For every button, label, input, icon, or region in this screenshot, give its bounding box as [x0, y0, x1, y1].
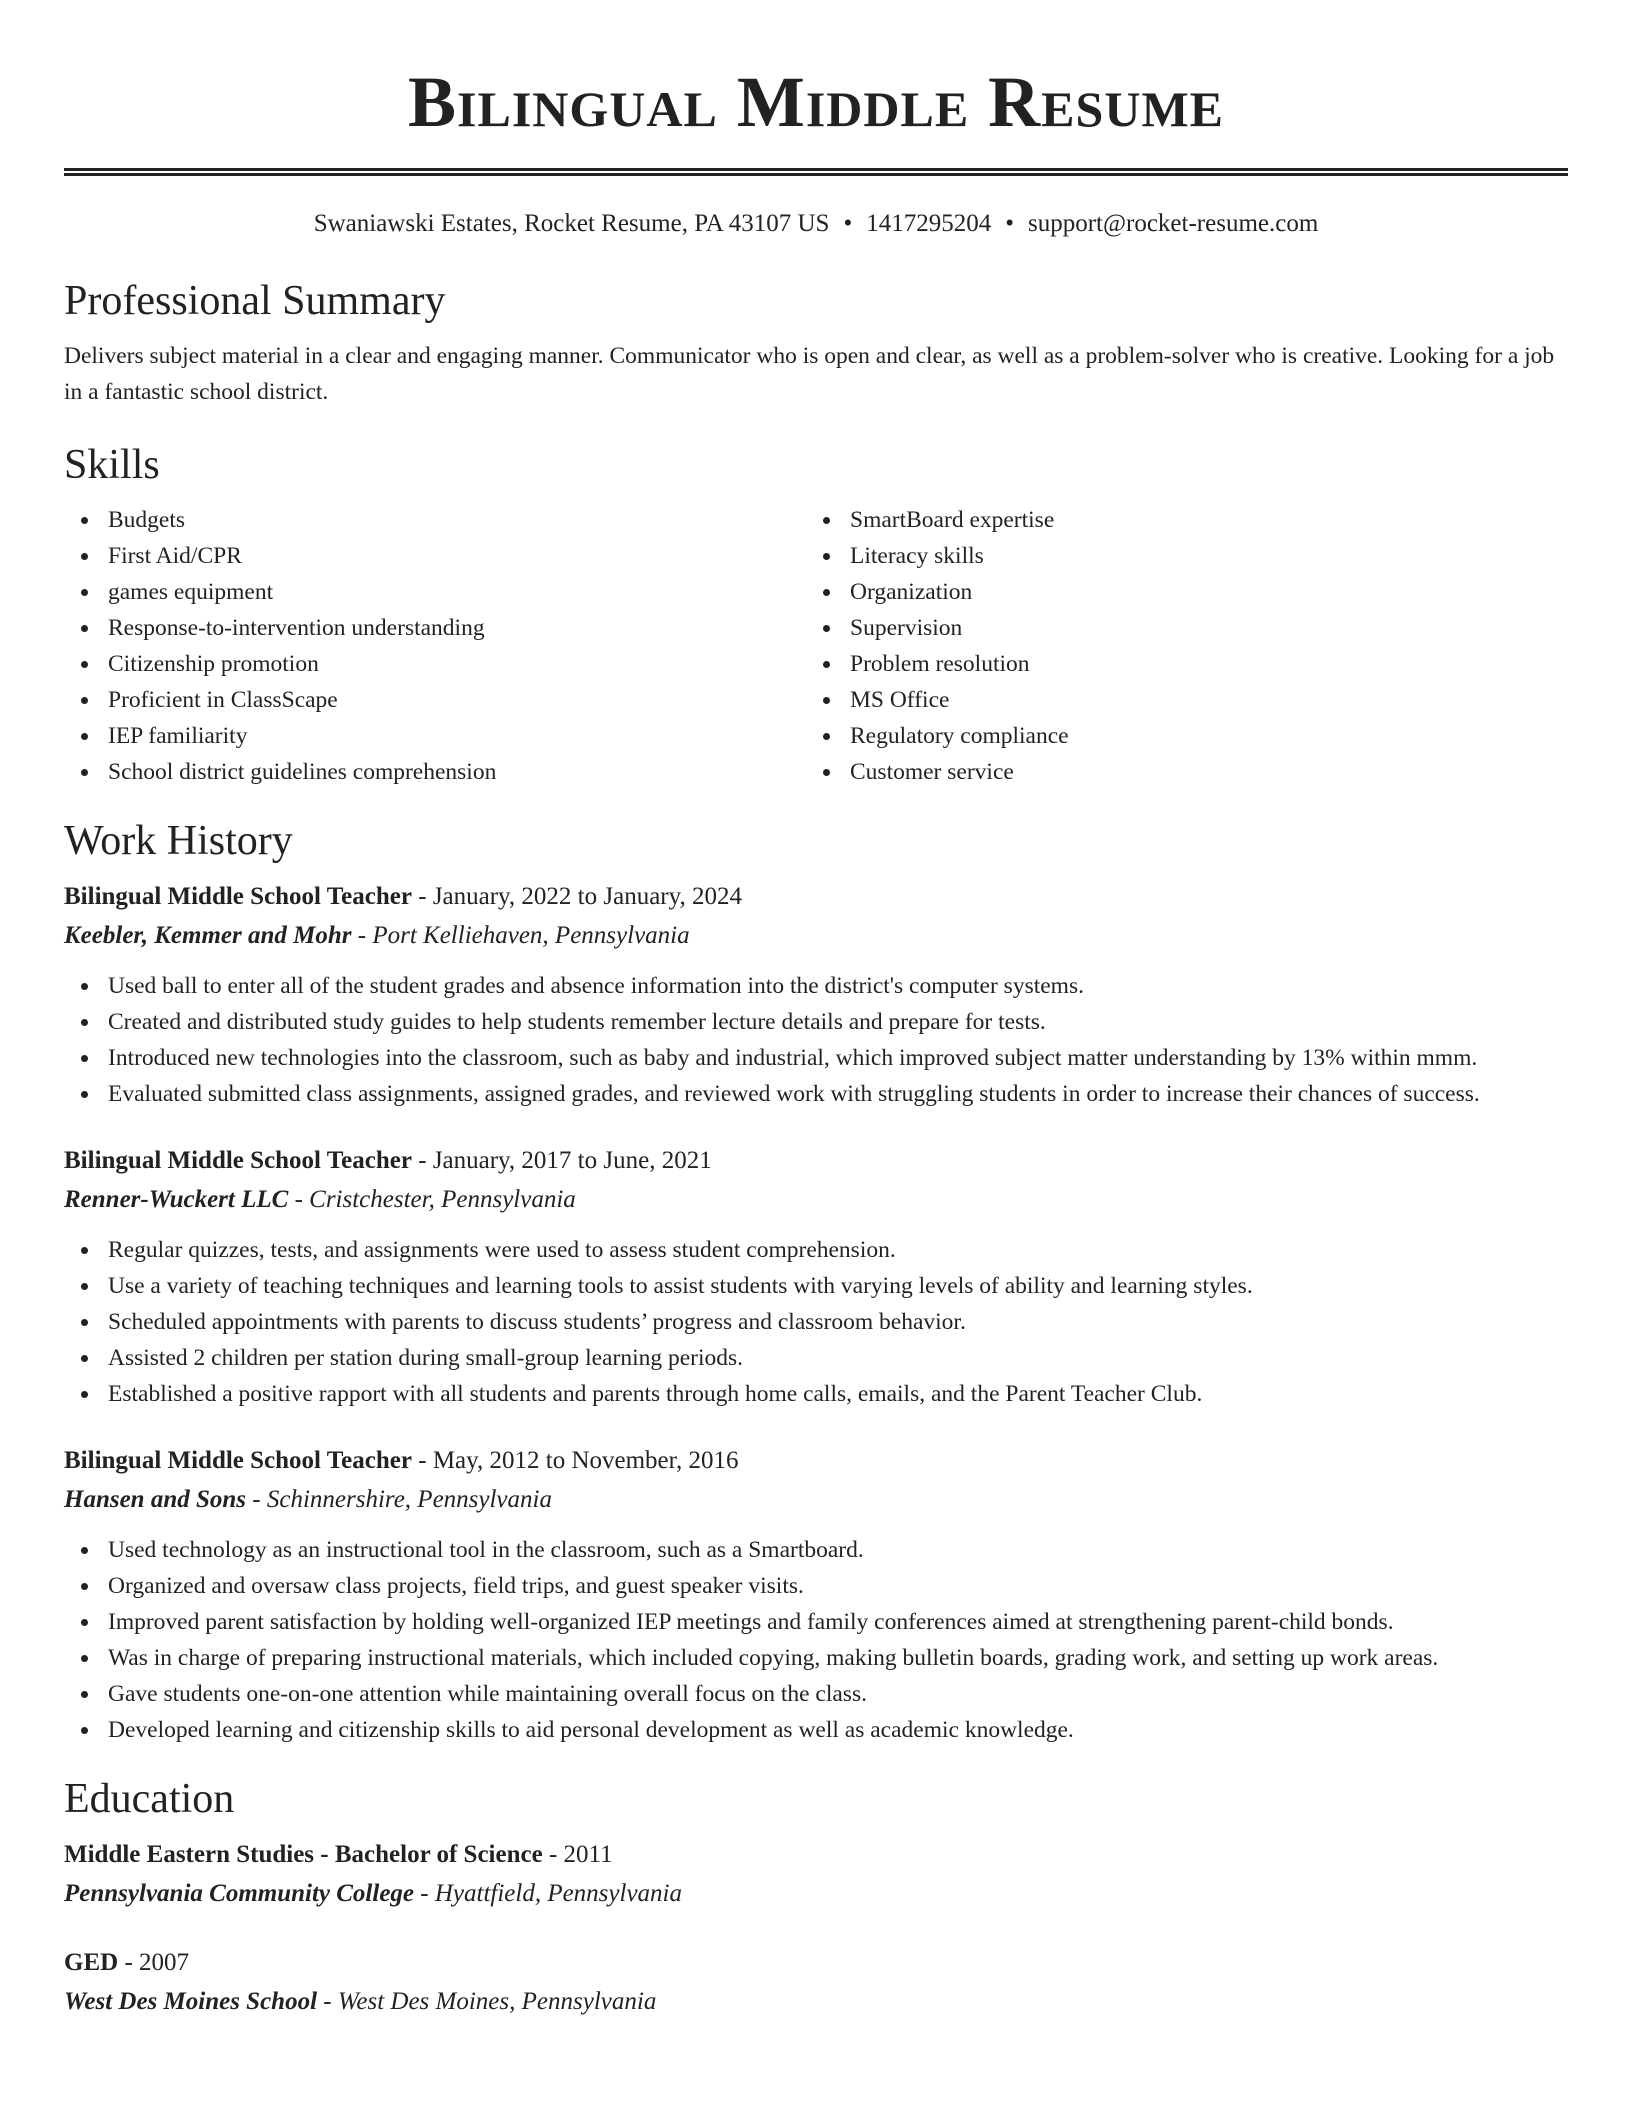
job-company: Renner-Wuckert LLC: [64, 1186, 289, 1213]
skill-item: games equipment: [64, 574, 806, 610]
job-bullet: Used ball to enter all of the student grades and absence information into the district's computer systems.: [64, 968, 1568, 1004]
contact-separator: •: [1005, 210, 1014, 237]
dash: -: [420, 1880, 429, 1907]
dash: -: [252, 1486, 261, 1513]
job-entry: [64, 1442, 1568, 1748]
dash: -: [418, 1147, 427, 1174]
job-bullets: [64, 1532, 1568, 1748]
skill-item: Citizenship promotion: [64, 646, 806, 682]
education-year: 2011: [563, 1841, 613, 1868]
job-bullet: Improved parent satisfaction by holding well-organized IEP meetings and family conferences aimed at strengthening parent-child bonds.: [64, 1604, 1568, 1640]
education-location: West Des Moines, Pennsylvania: [337, 1988, 657, 2015]
job-dates: May, 2012 to November, 2016: [432, 1447, 739, 1474]
education-school: Pennsylvania Community College: [64, 1880, 415, 1907]
job-org-line: [64, 1180, 1568, 1220]
job-bullet: Established a positive rapport with all students and parents through home calls, emails, and the Parent Teacher Club.: [64, 1376, 1568, 1412]
job-dates: January, 2022 to January, 2024: [432, 883, 743, 910]
education-degree-line: [64, 1836, 1568, 1874]
education-degree: Middle Eastern Studies - Bachelor of Science: [64, 1841, 543, 1868]
skill-item: School district guidelines comprehension: [64, 754, 806, 790]
skill-item: First Aid/CPR: [64, 538, 806, 574]
contact-separator: •: [843, 210, 853, 237]
education-year: 2007: [139, 1949, 190, 1976]
job-bullet: Created and distributed study guides to help students remember lecture details and prepare for tests.: [64, 1004, 1568, 1040]
skill-item: Budgets: [64, 502, 806, 538]
contact-email: support@rocket-resume.com: [1027, 210, 1319, 237]
job-bullet: Assisted 2 children per station during small-group learning periods.: [64, 1340, 1568, 1376]
education-entry: [64, 1944, 1568, 2022]
job-bullet: Organized and oversaw class projects, field trips, and guest speaker visits.: [64, 1568, 1568, 1604]
skills-column-right: [806, 502, 1548, 790]
job-location: Schinnershire, Pennsylvania: [266, 1486, 552, 1513]
job-org-line: [64, 916, 1568, 956]
skill-item: Problem resolution: [806, 646, 1548, 682]
job-location: Port Kelliehaven, Pennsylvania: [372, 922, 690, 949]
job-bullet: Regular quizzes, tests, and assignments were used to assess student comprehension.: [64, 1232, 1568, 1268]
job-bullets: [64, 1232, 1568, 1412]
skill-item: Regulatory compliance: [806, 718, 1548, 754]
skill-item: SmartBoard expertise: [806, 502, 1548, 538]
education-degree-line: [64, 1944, 1568, 1982]
job-title: Bilingual Middle School Teacher: [64, 1447, 412, 1474]
dash: -: [418, 883, 427, 910]
summary-heading: Professional Summary: [64, 278, 446, 324]
skill-item: Organization: [806, 574, 1548, 610]
education-degree: GED: [64, 1949, 119, 1976]
job-bullet: Scheduled appointments with parents to discuss students’ progress and classroom behavior.: [64, 1304, 1568, 1340]
job-location: Cristchester, Pennsylvania: [309, 1186, 576, 1213]
job-bullet: Introduced new technologies into the classroom, such as baby and industrial, which improved subject matter understanding by 13% within mmm.: [64, 1040, 1568, 1076]
work-history-heading: Work History: [64, 818, 293, 864]
contact-phone: 1417295204: [866, 210, 992, 237]
summary-text: Delivers subject material in a clear and engaging manner. Communicator who is open and clear, as well as a problem-solver who is creative. Looking for a job in a fantastic school district.: [64, 343, 1555, 405]
job-bullet: Gave students one-on-one attention while maintaining overall focus on the class.: [64, 1676, 1568, 1712]
skills-list: [64, 502, 1568, 790]
skills-heading: Skills: [64, 442, 160, 488]
job-title: Bilingual Middle School Teacher: [64, 1147, 412, 1174]
education-school: West Des Moines School: [64, 1988, 318, 2015]
job-dates: January, 2017 to June, 2021: [432, 1147, 712, 1174]
skills-column-left: [64, 502, 806, 790]
job-bullet: Developed learning and citizenship skills to aid personal development as well as academic knowledge.: [64, 1712, 1568, 1748]
job-bullet: Use a variety of teaching techniques and learning tools to assist students with varying levels of ability and learning styles.: [64, 1268, 1568, 1304]
dash: -: [418, 1447, 427, 1474]
skill-item: MS Office: [806, 682, 1548, 718]
job-title-line: [64, 1442, 1568, 1480]
job-title-line: [64, 878, 1568, 916]
title-double-rule: [64, 168, 1568, 176]
skill-item: Supervision: [806, 610, 1548, 646]
skill-item: IEP familiarity: [64, 718, 806, 754]
job-company: Hansen and Sons: [64, 1486, 247, 1513]
skill-item: Customer service: [806, 754, 1548, 790]
contact-address: Swaniawski Estates, Rocket Resume, PA 43107 US: [313, 210, 830, 237]
job-org-line: [64, 1480, 1568, 1520]
dash: -: [548, 1841, 558, 1868]
job-entry: [64, 878, 1568, 1112]
education-school-line: [64, 1982, 1568, 2022]
dash: -: [357, 922, 367, 949]
job-title: Bilingual Middle School Teacher: [64, 883, 412, 910]
contact-line: [64, 208, 1568, 240]
resume-name: Bilingual Middle Resume: [408, 62, 1224, 142]
education-entry: [64, 1836, 1568, 1914]
education-location: Hyattfield, Pennsylvania: [434, 1880, 682, 1907]
job-bullet: Was in charge of preparing instructional materials, which included copying, making bulletin boards, grading work, and setting up work areas.: [64, 1640, 1568, 1676]
skill-item: Response-to-intervention understanding: [64, 610, 806, 646]
job-title-line: [64, 1142, 1568, 1180]
dash: -: [294, 1186, 303, 1213]
job-bullets: [64, 968, 1568, 1112]
job-bullet: Used technology as an instructional tool in the classroom, such as a Smartboard.: [64, 1532, 1568, 1568]
job-bullet: Evaluated submitted class assignments, assigned grades, and reviewed work with struggling students in order to increase their chances of success.: [64, 1076, 1568, 1112]
dash: -: [323, 1988, 332, 2015]
skill-item: Literacy skills: [806, 538, 1548, 574]
education-school-line: [64, 1874, 1568, 1914]
job-entry: [64, 1142, 1568, 1412]
dash: -: [124, 1949, 133, 1976]
skill-item: Proficient in ClassScape: [64, 682, 806, 718]
job-company: Keebler, Kemmer and Mohr: [64, 922, 352, 949]
education-heading: Education: [64, 1776, 235, 1822]
